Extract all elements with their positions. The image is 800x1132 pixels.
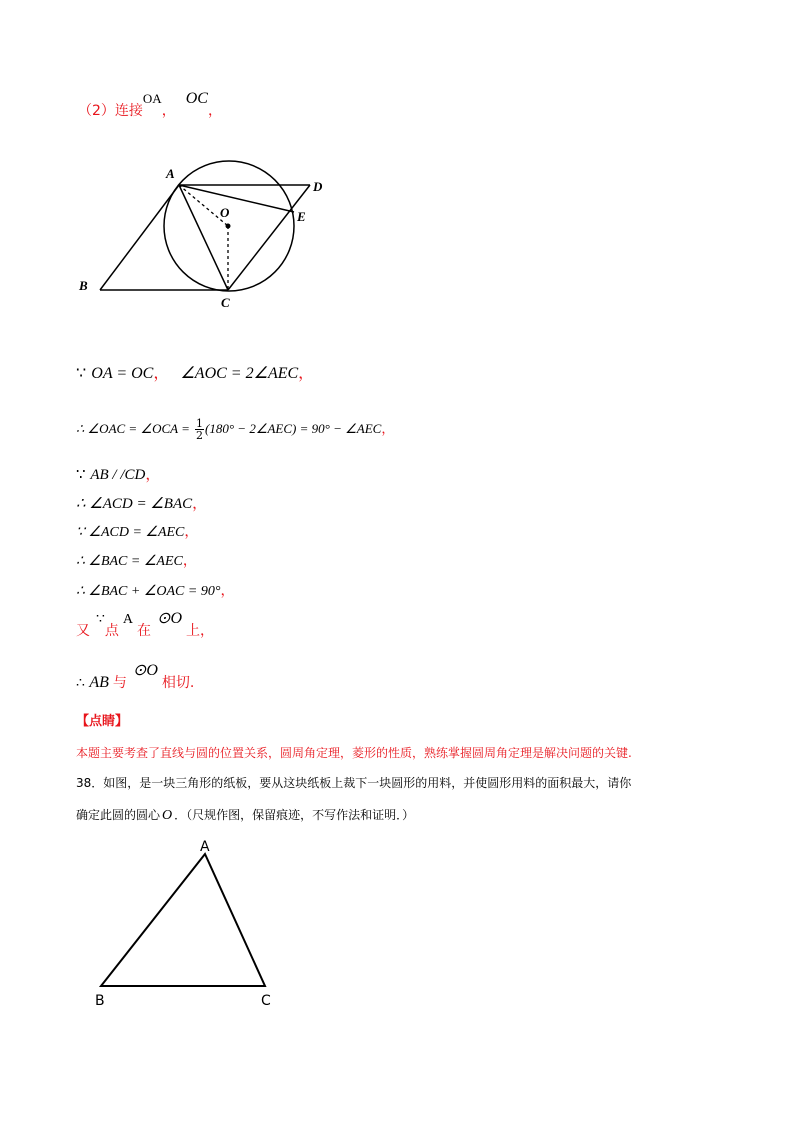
because-symbol: ∵ — [76, 465, 86, 483]
circle-O-symbol: ⊙O — [157, 610, 183, 627]
oa-text: OA — [142, 91, 162, 106]
proof-line-8 — [76, 610, 215, 640]
equation: OA = OC — [91, 365, 154, 382]
text-shang: 上， — [186, 623, 215, 639]
comment-text: 本题主要考查了直线与圆的位置关系，圆周角定理，菱形的性质，熟练掌握圆周角定理是解决问题的关键. — [76, 746, 632, 760]
comma: ， — [184, 524, 199, 540]
comma: ， — [381, 422, 395, 437]
question-38-line-2 — [76, 806, 414, 824]
text: ．（尺规作图，保留痕迹，不写作法和证明．） — [174, 808, 415, 822]
text-xiangqie: 相切. — [161, 675, 195, 691]
label-O: O — [220, 205, 230, 220]
denominator: 2 — [196, 429, 204, 442]
comma: ， — [153, 363, 170, 382]
proof-line-4 — [76, 492, 207, 513]
question-38-line-1: 38．如图，是一块三角形的纸板，要从这块纸板上裁下一块圆形的用料，并使圆形用料的面积最大，请你 — [76, 776, 632, 790]
circle-O-symbol: ⊙O — [132, 662, 158, 679]
fraction-one-half — [195, 418, 204, 441]
label-A: A — [200, 839, 210, 855]
equation: ∴ ∠BAC + ∠OAC = 90° — [76, 584, 221, 599]
segment-AE — [179, 185, 294, 212]
point-O: O — [162, 808, 173, 823]
text-dian: 点 — [104, 623, 119, 639]
text-yu: 与 — [112, 675, 127, 691]
comma: ， — [161, 103, 176, 119]
proof-line-7 — [76, 580, 234, 600]
point-A: A — [122, 612, 134, 627]
numerator: 1 — [196, 417, 204, 430]
comma: ， — [220, 583, 235, 599]
label-A: A — [166, 166, 175, 181]
because-symbol: ∵ — [76, 363, 87, 382]
triangle-figure — [85, 835, 295, 1015]
triangle-ABC — [101, 854, 265, 986]
equation: ∠AOC = 2∠AEC — [180, 365, 299, 382]
label-C: C — [261, 993, 271, 1009]
proof-line-3 — [76, 463, 160, 484]
equation: AB / /CD — [90, 467, 146, 483]
part2-label: （2）连接 — [78, 103, 143, 119]
comma: ， — [192, 494, 208, 512]
rhombus-circle-figure — [70, 150, 340, 320]
text-zai: 在 — [137, 623, 152, 639]
comma: ， — [145, 465, 161, 483]
comma: ， — [207, 103, 222, 119]
comma: ， — [182, 553, 197, 569]
proof-line-6 — [76, 550, 197, 570]
segment-DC — [228, 185, 310, 290]
text-you: 又 — [76, 623, 90, 639]
equation: ∴ ∠ACD = ∠BAC — [76, 496, 193, 512]
center-point — [226, 224, 231, 229]
oc-text: OC — [185, 90, 208, 107]
proof-line-9 — [76, 662, 195, 692]
proof-line-2 — [76, 418, 394, 441]
equation: ∴ ∠BAC = ∠AEC — [76, 554, 183, 569]
label-B: B — [79, 278, 88, 293]
equation: (180° − 2∠AEC) = 90° − ∠AEC — [205, 421, 382, 436]
equation: ∵ ∠ACD = ∠AEC — [76, 525, 185, 540]
therefore-symbol: ∴ — [76, 675, 85, 691]
label-B: B — [95, 993, 105, 1009]
equation: ∴ ∠OAC = ∠OCA = — [76, 421, 190, 436]
proof-line-1 — [76, 360, 314, 383]
label-D: D — [313, 179, 323, 194]
proof-line-5 — [76, 521, 198, 541]
because-symbol: ∵ — [96, 611, 105, 627]
comma: ， — [298, 363, 315, 382]
segment-BA — [100, 185, 179, 290]
part2-heading — [78, 90, 222, 120]
text: 确定此圆的圆心 — [76, 808, 161, 822]
label-C: C — [221, 295, 230, 310]
comment-heading: 【点睛】 — [76, 714, 129, 729]
segment-AB: AB — [89, 674, 109, 691]
label-E: E — [297, 209, 306, 224]
